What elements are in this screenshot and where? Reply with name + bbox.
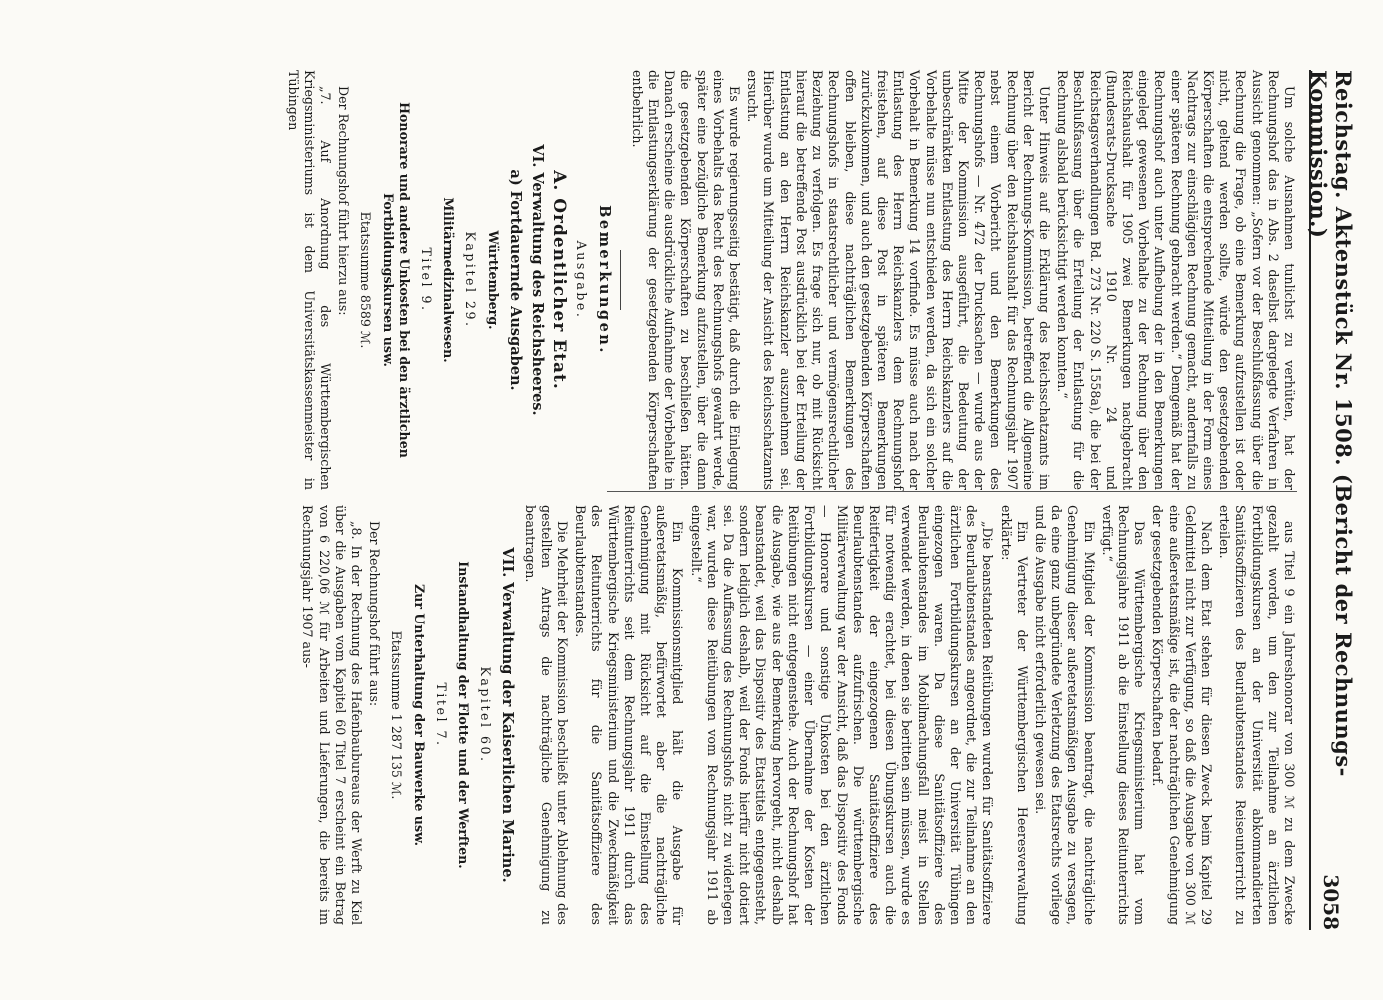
paragraph: „8. In der Rechnung des Hafenbaubureaus der Werft zu Kiel über die Ausgaben vom Kapitel 60 Titel 7 erscheint ein Betrag von 6 220,06 ℳ für Arbeiten und Lieferungen, die bereits im Rechnungsjahr 1907 aus-	[300, 505, 365, 925]
right-column	[297, 505, 1297, 925]
wuerttemberg-heading: Württemberg.	[485, 230, 501, 330]
etatssumme: Etatssumme 1 287 135 ℳ.	[389, 630, 405, 800]
paragraph: „7. Auf Anordnung des Württembergischen Kriegsministeriums ist dem Universitätskassenmeister in Tübingen	[285, 70, 334, 490]
titel-heading: Titel 9.	[419, 247, 435, 313]
paragraph: Der Rechnungshof führt aus:	[367, 521, 383, 707]
paragraph: Unter Hinweis auf die Erklärung des Reichsschatzamts im Bericht der Rechnungs-Kommission, betreffend die Allgemeine Rechnung über den Reichshaushalt für das Rechnungsjahr 1907 nebst einem Vorbericht und den Bemerkungen des Rechnungshofs — Nr. 472 der Drucksachen — wurde aus der Mitte der Kommission ausgeführt, die Bedeutung der unbeschränkten Entlastung des Herrn Reichskanzlers auf die Vorbehalte müsse nun entschieden werden, da sich ein solcher Vorbehalt in Bemerkung 14 vorfinde. Es müsse auch nach der Entlastung des Herrn Reichskanzlers dem Rechnungshof freistehen, auf diese Post in späteren Bemerkungen zurückzukommen, und auch den gesetzgebenden Körperschaften offen bleiben, diese nachträglichen Bemerkungen des Rechnungshofs in staatsrechtlicher und vermögensrechtlicher Beziehung zu verfolgen. Es frage sich nur, ob mit Rücksicht hierauf die betreffende Post ausdrücklich bei der Erteilung der Entlastung an den Herrn Reichskanzler auszunehmen sei. Hierüber wurde um Mitteilung der Ansicht des Reichsschatzamts ersucht.	[745, 70, 1052, 490]
paragraph: Ein Vertreter der Württembergischen Heeresverwaltung erklärte:	[998, 505, 1030, 925]
vii-heading: VII. Verwaltung der Kaiserlichen Marine.	[499, 547, 517, 883]
titel-heading: Titel 7.	[433, 682, 449, 748]
divider	[620, 250, 621, 310]
paragraph: Es wurde regierungsseitig bestätigt, daß durch die Einlegung eines Vorbehalts das Recht des Rechnungshofs gewahrt werde, später eine bezügliche Bemerkung aufzustellen, über die dann die gesetzgebenden Körperschaften zu beschließen hätten. Danach erscheine die ausdrückliche Aufnahme der Vorbehalte in die Entlastungserklärung der gesetzgebenden Körperschaften entbehrlich.	[629, 70, 743, 490]
left-column	[282, 70, 1297, 490]
a-heading: a) Fortdauernde Ausgaben.	[506, 169, 524, 391]
kapitel-heading: Kapitel 60.	[478, 666, 494, 764]
section-title: Bemerkungen.	[595, 205, 613, 355]
instand-heading: Instandhaltung der Flotte und der Werften.	[456, 561, 472, 869]
paragraph: Ein Kommissionsmitglied hält die Ausgabe für außeretatsmäßig, befürwortet aber die nachträgliche Genehmigung mit Rücksicht auf die Einstellung des Reitunterrichts seit dem Rechnungsjahr 1911 durch das Württembergische Kriegsministerium und die Zweckmäßigkeit des Reitunterrichts für die Sanitätsoffiziere des Beurlaubtenstandes.	[573, 505, 686, 925]
paragraph: aus Titel 9 ein Jahreshonorar von 300 ℳ zu dem Zwecke gezahlt worden, um den zur Teilnahme an ärztlichen Fortbildungskursen an der Universität abkommandierten Sanitätsoffizieren des Beurlaubtenstandes Reiseunterricht zu erteilen.	[1217, 505, 1297, 925]
etatssumme: Etatssumme 8589 ℳ.	[358, 211, 374, 349]
page-number: 3058	[1319, 874, 1343, 930]
militaer-heading: Militärmedizinalwesen.	[441, 197, 457, 363]
paragraph: „Die beanstandeten Reitübungen wurden für Sanitätsoffiziere des Beurlaubtenstandes angeordnet, die zur Teilnahme an den ärztlichen Fortbildungskursen an der Universität Tübingen eingezogen waren. Da diese Sanitätsoffiziere des Beurlaubtenstandes im Mobilmachungsfall meist in Stellen verwendet werden, in denen sie beritten sein müssen, wurde es für notwendig erachtet, bei diesen Übungskursen auch die Reitfertigkeit der eingezogenen Sanitätsoffiziere des Beurlaubtenstandes aufzufrischen. Die württembergische Militärverwaltung war der Ansicht, daß das Dispositiv des Fonds — Honorare und sonstige Unkosten bei den ärztlichen Fortbildungskursen — einer Übernahme der Kosten der Reitübungen nicht entgegenstehe. Auch der Rechnungshof hat die Ausgabe, wie aus der Bemerkung hervorgeht, nicht deshalb beanstandet, weil das Dispositiv des Etatstitels entgegensteht, sondern lediglich deshalb, weil der Fonds hierfür nicht dotiert sei. Da die Auffassung des Rechnungshofs nicht zu widerlegen war, wurden diese Reitübungen vom Rechnungsjahr 1911 ab eingestellt.“	[688, 505, 996, 925]
honorare-heading: Honorare und andere Unkosten bei den ärztlichen Fortbildungskursen usw.	[380, 102, 412, 458]
paragraph: Das Württembergische Kriegsministerium hat vom Rechnungsjahre 1911 ab die Einstellung dieses Reitunterrichts verfügt.“	[1099, 505, 1148, 925]
vi-heading: VI. Verwaltung des Reichsheeres.	[529, 144, 547, 416]
paragraph: Um solche Ausnahmen tunlichst zu verhüten, hat der Rechnungshof das in Abs. 2 daselbst dargelegte Verfahren in Aussicht genommen: „Sofern vor der Beschlußfassung über die Rechnung die Frage, ob eine Bemerkung aufzustellen ist oder nicht, geltend werden sollte, würde den gesetzgebenden Körperschaften die entsprechende Mitteilung in der Form eines Nachtrags zur einschlägigen Rechnung gemacht, andernfalls zu einer späteren Rechnung gebracht werden.“ Demgemäß hat der Rechnungshof auch unter Aufhebung der in den Bemerkungen eingelegt gewesenen Vorbehalte zu der Rechnung über den Reichshaushalt für 1905 zwei Bemerkungen nachgebracht (Bundesrats-Drucksache 1910 Nr. 24 und Reichstagsverhandlungen Bd. 273 Nr. 220 S. 1558a), die bei der Beschlußfassung über die Erteilung der Entlastung für die Rechnung alsbald berücksichtigt werden konnten.“	[1055, 70, 1297, 490]
column-rule	[607, 491, 1297, 492]
paragraph: Nach dem Etat stehen für diesen Zweck beim Kapitel 29 Geldmittel nicht zur Verfügung, so daß die Ausgabe von 300 ℳ eine außeretatsmäßige ist, die der nachträglichen Genehmigung der gesetzgebenden Körperschaften bedarf.	[1150, 505, 1214, 925]
paragraph: Ein Mitglied der Kommission beantragt, die nachträgliche Genehmigung dieser außeretatsmäßigen Ausgabe zu versagen, da eine ganz unbegründete Verletzung des Etatsrechts vorliege und die Ausgabe nicht erforderlich gewesen sei.	[1032, 505, 1097, 925]
unterhaltung-heading: Zur Unterhaltung der Bauwerke usw.	[411, 583, 427, 846]
ausgabe-heading: Ausgabe.	[574, 240, 590, 320]
page-header	[1306, 70, 1356, 930]
paragraph: Der Rechnungshof führt hierzu aus:	[336, 86, 352, 316]
etat-heading: A. Ordentlicher Etat.	[549, 170, 570, 390]
header-title: Reichstag. Aktenstück Nr. 1508. (Bericht der Rechnungs-Kommission.)	[1306, 70, 1356, 777]
kapitel-heading: Kapitel 29.	[463, 231, 479, 329]
paragraph: Die Mehrheit der Kommission beschließt unter Ablehnung des gestellten Antrags die nachträgliche Genehmigung zu beantragen.	[522, 505, 571, 925]
